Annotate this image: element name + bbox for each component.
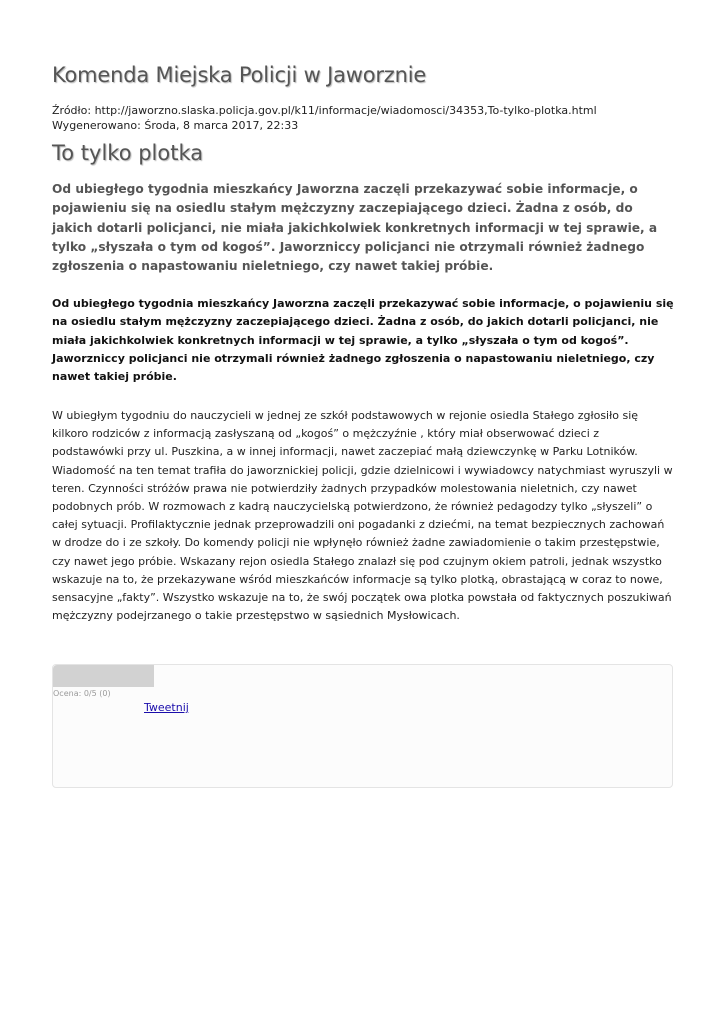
article-title: To tylko plotka xyxy=(52,141,204,165)
rating-stars-bar[interactable] xyxy=(53,665,154,687)
rating-box xyxy=(52,664,673,788)
source-line: Źródło: http://jaworzno.slaska.policja.gov.pl/k11/informacje/wiadomosci/34353,To-tylko-plotka.html xyxy=(52,104,597,117)
generated-line: Wygenerowano: Środa, 8 marca 2017, 22:33 xyxy=(52,119,299,132)
meta-info xyxy=(52,103,597,133)
tweet-link[interactable]: Tweetnij xyxy=(144,701,189,714)
rating-label: Ocena: 0/5 (0) xyxy=(53,689,111,698)
article-lead-repeat: Od ubiegłego tygodnia mieszkańcy Jaworzna zaczęli przekazywać sobie informacje, o pojawieniu się na osiedlu stałym mężczyzny zaczepiającego dzieci. Żadna z osób, do jakich dotarli policjanci, nie miała jakichkolwiek konkretnych informacji w tej sprawie, a tylko „słyszała o tym od kogoś”. Jaworzniccy policjanci nie otrzymali również żadnego zgłoszenia o napastowaniu nieletniego, czy nawet takiej próbie. xyxy=(52,297,674,384)
article-body: W ubiegłym tygodniu do nauczycieli w jednej ze szkół podstawowych w rejonie osiedla Stałego zgłosiło się kilkoro rodziców z informacją zasłyszaną od „kogoś” o mężczyźnie , który miał obserwować dzieci z podstawówki przy ul. Puszkina, a w innej informacji, nawet zaczepiać małą dziewczynkę w Parku Lotników. Wiadomość na ten temat trafiła do jaworznickiej policji, gdzie dzielnicowi i wywiadowcy natychmiast wyruszyli w teren. Czynności stróżów prawa nie potwierdziły żadnych przypadków molestowania nieletnich, czy nawet podobnych prób. W rozmowach z kadrą nauczycielską potwierdzono, że również pedagodzy tylko „słyszeli” o całej sytuacji. Profilaktycznie jednak przeprowadzili oni pogadanki z dziećmi, na temat bezpiecznych zachowań w drodze do i ze szkoły. Do komendy policji nie wpłynęło również żadne zawiadomienie o takim przestępstwie, czy nawet jego próbie. Wskazany rejon osiedla Stałego znalazł się pod czujnym okiem patroli, jednak wszystko wskazuje na to, że przekazywane wśród mieszkańców informacje są tylko plotką, obrastającą w coraz to nowe, sensacyjne „fakty”. Wszystko wskazuje na to, że swój początek owa plotka powstała od faktycznych poszukiwań mężczyzny podejrzanego o takie przestępstwo w sąsiednich Mysłowicach. xyxy=(52,409,673,623)
article-lead: Od ubiegłego tygodnia mieszkańcy Jaworzna zaczęli przekazywać sobie informacje, o pojawieniu się na osiedlu stałym mężczyzny zaczepiającego dzieci. Żadna z osób, do jakich dotarli policjanci, nie miała jakichkolwiek konkretnych informacji w tej sprawie, a tylko „słyszała o tym od kogoś”. Jaworzniccy policjanci nie otrzymali również żadnego zgłoszenia o napastowaniu nieletniego, czy nawet takiej próbie. xyxy=(52,182,658,274)
site-title: Komenda Miejska Policji w Jaworznie xyxy=(52,63,427,87)
